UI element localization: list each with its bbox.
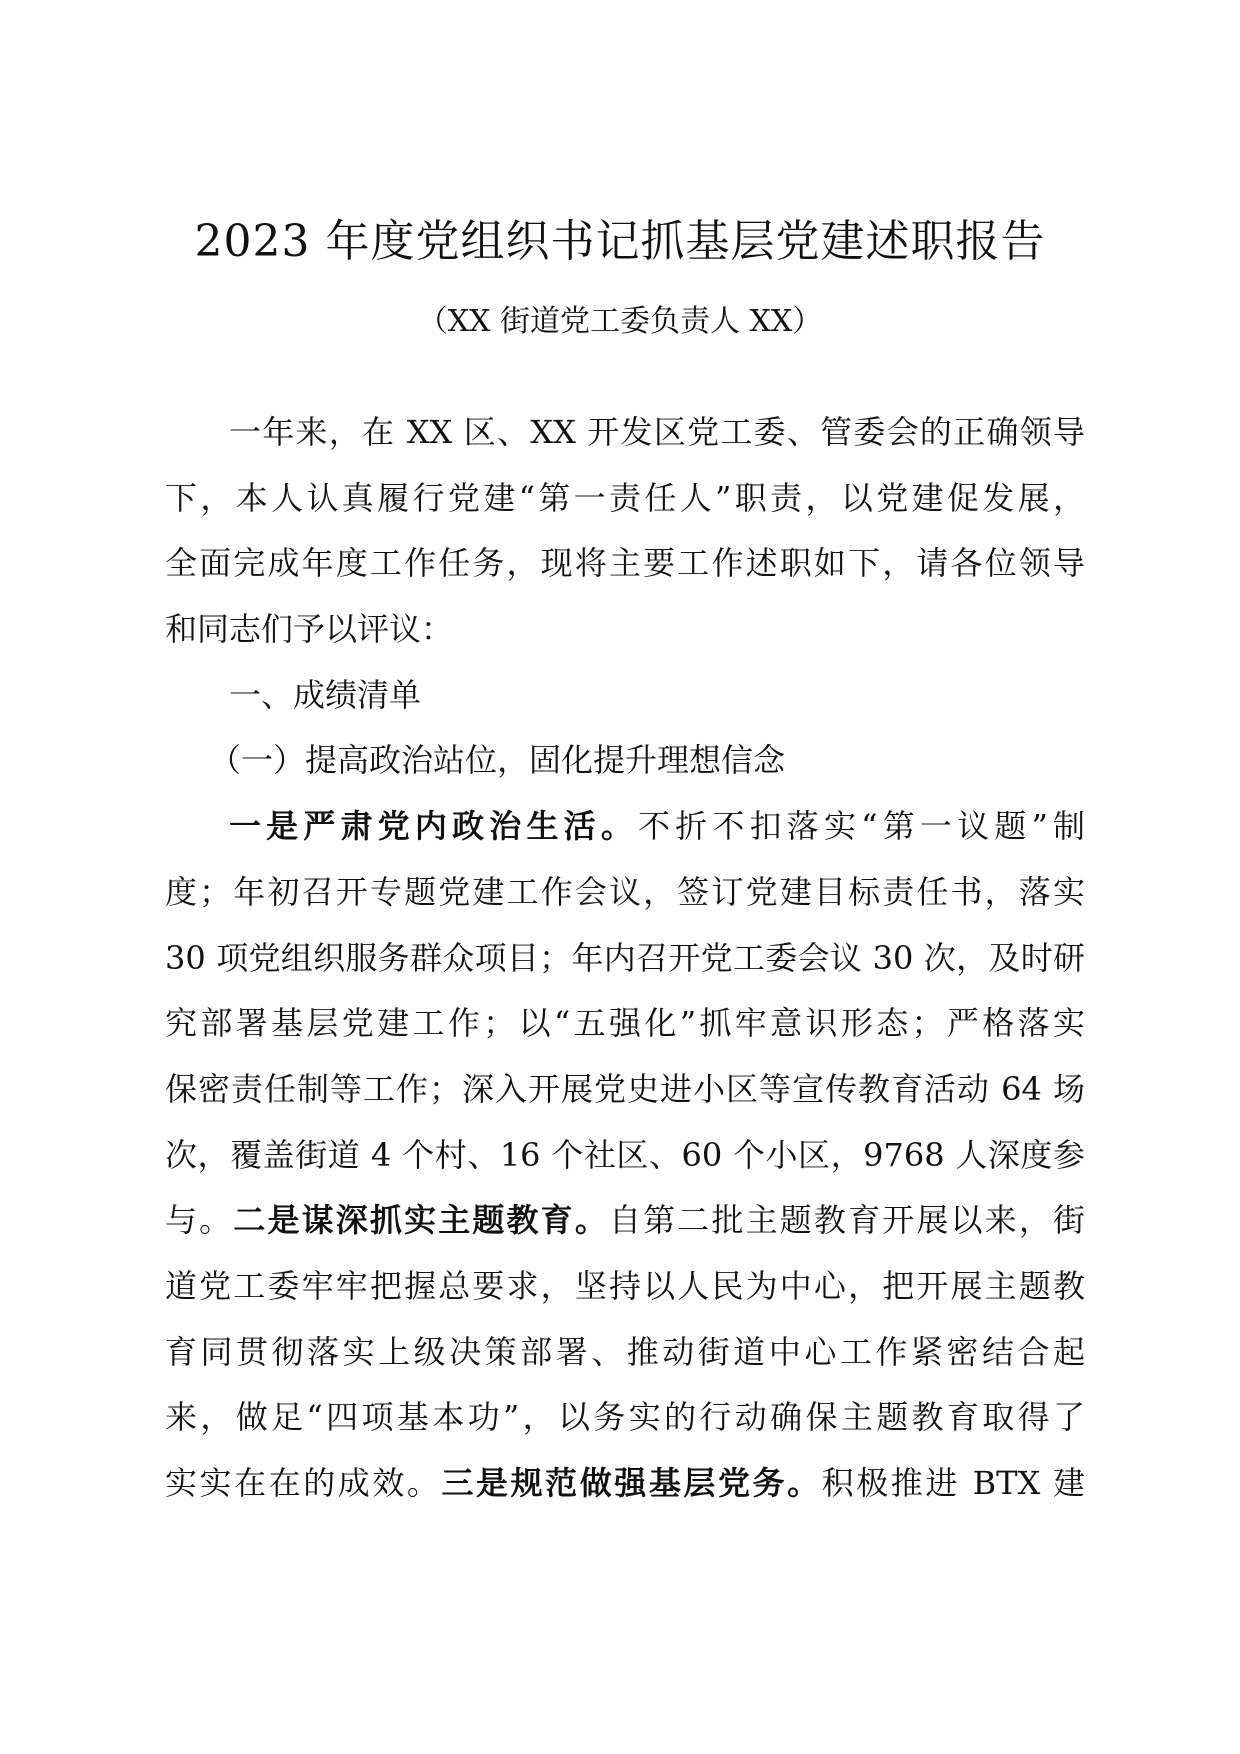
intro-line: 下，本人认真履行党建“第一责任人”职责，以党建促发展，: [165, 478, 1085, 517]
paragraph-line: [165, 1188, 1085, 1254]
line-text: 实实在在的成效。: [165, 1464, 442, 1502]
paragraph-line: 来，做足“四项基本功”，以务实的行动确保主题教育取得了: [165, 1398, 1085, 1437]
bold-lead: 一是严肃党内政治生活。: [229, 807, 639, 846]
document-title: 2023 年度党组织书记抓基层党建述职报告: [194, 216, 1046, 267]
line-text: 不折不扣落实“第一议题”制: [638, 807, 1085, 846]
line-text: 自第二批主题教育开展以来，街: [609, 1201, 1085, 1240]
line-text: 与。: [165, 1201, 234, 1240]
paragraph-line: 保密责任制等工作；深入开展党史进小区等宣传教育活动 64 场: [165, 1069, 1085, 1108]
subsection-heading: （一）提高政治站位，固化提升理想信念: [209, 741, 786, 780]
paragraph-line: [165, 794, 1085, 860]
bold-lead: 二是谋深抓实主题教育。: [233, 1201, 609, 1240]
intro-line: 全面完成年度工作任务，现将主要工作述职如下，请各位领导: [165, 544, 1085, 583]
paragraph-line: 究部署基层党建工作；以“五强化”抓牢意识形态；严格落实: [165, 1004, 1085, 1043]
paragraph-line: 30 项党组织服务群众项目；年内召开党工委会议 30 次，及时研: [165, 938, 1085, 977]
bold-lead: 三是规范做强基层党务。: [441, 1464, 822, 1502]
document-subtitle: （XX 街道党工委负责人 XX）: [417, 304, 823, 339]
document-body: [165, 400, 1085, 1517]
paragraph-line: 育同贯彻落实上级决策部署、推动街道中心工作紧密结合起: [165, 1332, 1085, 1371]
paragraph-line: 道党工委牢牢把握总要求，坚持以人民为中心，把开展主题教: [165, 1266, 1085, 1305]
line-text: 积极推进 BTX 建: [821, 1464, 1085, 1502]
paragraph-line: 次，覆盖街道 4 个村、16 个社区、60 个小区，9768 人深度参: [165, 1135, 1085, 1174]
paragraph-line: 度；年初召开专题党建工作会议，签订党建目标责任书，落实: [165, 872, 1085, 911]
intro-line: 和同志们予以评议：: [165, 610, 454, 649]
intro-line: 一年来，在 XX 区、XX 开发区党工委、管委会的正确领导: [229, 413, 1085, 451]
section-heading: 一、成绩清单: [229, 675, 422, 714]
paragraph-line: [165, 1451, 1085, 1517]
